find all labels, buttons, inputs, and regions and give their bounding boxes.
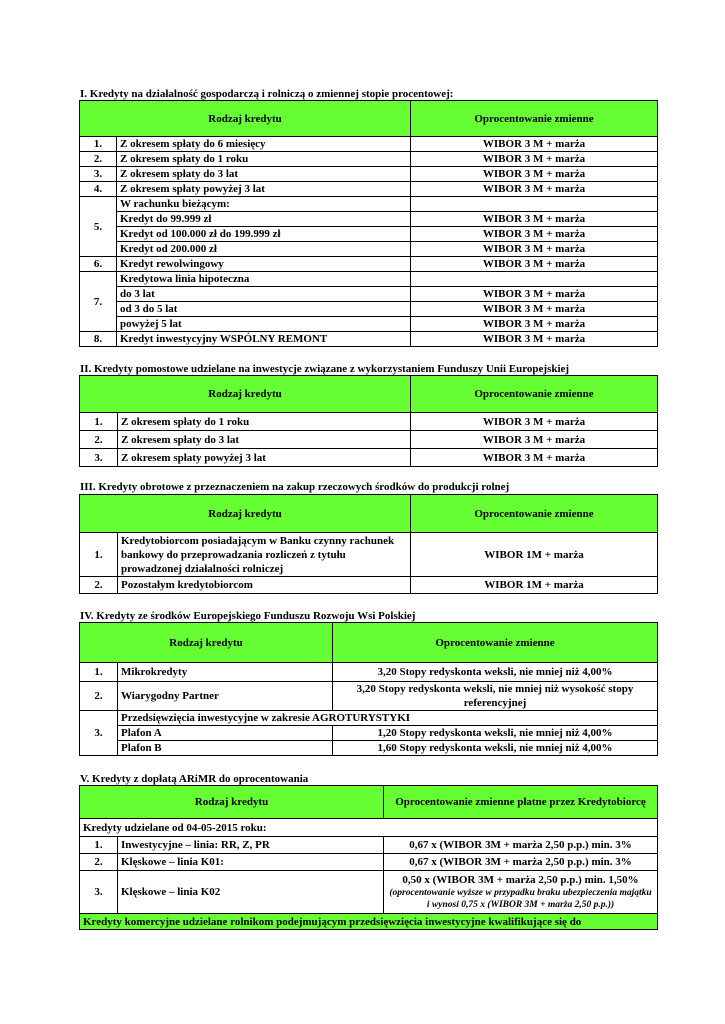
loan-type: Z okresem spłaty do 3 lat: [117, 167, 411, 182]
empty-cell: [411, 272, 658, 287]
section-4-title: IV. Kredyty ze środków Europejskiego Funduszu Rozwoju Wsi Polskiej: [80, 610, 416, 622]
loan-type: Z okresem spłaty do 3 lat: [118, 431, 411, 449]
interest-rate: WIBOR 3 M + marża: [411, 137, 658, 152]
table-row: [80, 257, 658, 272]
loan-type: Plafon A: [118, 726, 333, 741]
column-header-type: Rodzaj kredytu: [80, 495, 411, 533]
row-number: 5.: [80, 197, 117, 257]
row-number: 3.: [80, 711, 118, 756]
column-header-rate: Oprocentowanie zmienne: [411, 495, 658, 533]
section-5-table: [79, 785, 658, 930]
row-number: 3.: [80, 871, 118, 914]
row-number: 3.: [80, 449, 118, 467]
table-row: [80, 227, 658, 242]
section-2-table: [79, 375, 658, 467]
loan-type: Kredyt rewolwingowy: [117, 257, 411, 272]
table-subheader-row: [80, 819, 658, 837]
loan-type: Wiarygodny Partner: [118, 682, 333, 711]
row-number: 4.: [80, 182, 117, 197]
interest-rate: WIBOR 3 M + marża: [411, 167, 658, 182]
loan-type: Mikrokredyty: [118, 663, 333, 682]
table-row: [80, 413, 658, 431]
subheader-label: Kredyty udzielane od 04-05-2015 roku:: [80, 819, 658, 837]
loan-type: Inwestycyjne – linia: RR, Z, PR: [118, 837, 384, 854]
interest-rate: 3,20 Stopy redyskonta weksli, nie mniej niż 4,00%: [333, 663, 658, 682]
loan-type: Pozostałym kredytobiorcom: [118, 577, 411, 594]
empty-cell: [411, 197, 658, 212]
table-row: [80, 449, 658, 467]
row-number: 6.: [80, 257, 117, 272]
section-5-title: V. Kredyty z dopłatą ARiMR do oprocentowania: [80, 773, 309, 785]
interest-rate: WIBOR 3 M + marża: [411, 242, 658, 257]
column-header-type: Rodzaj kredytu: [80, 786, 384, 819]
table-row: [80, 182, 658, 197]
table-row: [80, 871, 658, 914]
table-row: [80, 242, 658, 257]
footer-note: Kredyty komercyjne udzielane rolnikom podejmującym przedsięwzięcia inwestycyjne kwalifikujące się do: [80, 914, 658, 930]
row-number: 1.: [80, 413, 118, 431]
interest-rate: WIBOR 3 M + marża: [411, 332, 658, 347]
loan-type: Kredytobiorcom posiadającym w Banku czynny rachunek bankowy do przeprowadzania rozliczeń z tytułu prowadzonej działalności rolniczej: [118, 533, 411, 577]
table-row: [80, 682, 658, 711]
column-header-type: Rodzaj kredytu: [80, 623, 333, 663]
table-row: [80, 152, 658, 167]
interest-rate: WIBOR 1M + marża: [411, 577, 658, 594]
row-number: 2.: [80, 682, 118, 711]
loan-type: Kredyt do 99.999 zł: [117, 212, 411, 227]
column-header-rate: Oprocentowanie zmienne: [333, 623, 658, 663]
interest-rate: WIBOR 3 M + marża: [411, 449, 658, 467]
interest-rate: WIBOR 3 M + marża: [411, 212, 658, 227]
table-row: [80, 272, 658, 287]
column-header-rate: Oprocentowanie zmienne: [411, 376, 658, 413]
section-3-table: [79, 494, 658, 594]
section-3-title: III. Kredyty obrotowe z przeznaczeniem na zakup rzeczowych środków do produkcji rolnej: [80, 481, 510, 493]
interest-rate: WIBOR 3 M + marża: [411, 287, 658, 302]
loan-type: Kredyt od 100.000 zł do 199.999 zł: [117, 227, 411, 242]
row-number: 2.: [80, 431, 118, 449]
row-number: 1.: [80, 533, 118, 577]
loan-type: Kredyt od 200.000 zł: [117, 242, 411, 257]
table-row: [80, 287, 658, 302]
section-4-table: [79, 622, 658, 756]
table-row: [80, 577, 658, 594]
interest-rate: WIBOR 3 M + marża: [411, 152, 658, 167]
table-row: [80, 137, 658, 152]
loan-type: Kredyt inwestycyjny WSPÓLNY REMONT: [117, 332, 411, 347]
interest-rate: 0,67 x (WIBOR 3M + marża 2,50 p.p.) min. 3%: [384, 837, 658, 854]
loan-type: Z okresem spłaty do 1 roku: [117, 152, 411, 167]
column-header-rate: Oprocentowanie zmienne płatne przez Kredytobiorcę: [384, 786, 658, 819]
loan-type: Klęskowe – linia K01:: [118, 854, 384, 871]
row-number: 2.: [80, 854, 118, 871]
loan-type: Z okresem spłaty do 6 miesięcy: [117, 137, 411, 152]
table-row: [80, 302, 658, 317]
interest-rate: WIBOR 3 M + marża: [411, 413, 658, 431]
table-row: [80, 212, 658, 227]
column-header-rate: Oprocentowanie zmienne: [411, 101, 658, 137]
interest-rate: WIBOR 1M + marża: [411, 533, 658, 577]
section-2-title: II. Kredyty pomostowe udzielane na inwestycje związane z wykorzystaniem Funduszy Unii Europejskiej: [80, 363, 570, 375]
table-row: [80, 317, 658, 332]
loan-group-label: Przedsięwzięcia inwestycyjne w zakresie AGROTURYSTYKI: [118, 711, 658, 726]
table-footer-row: [80, 914, 658, 930]
interest-rate: WIBOR 3 M + marża: [411, 302, 658, 317]
row-number: 3.: [80, 167, 117, 182]
interest-rate: 0,67 x (WIBOR 3M + marża 2,50 p.p.) min. 3%: [384, 854, 658, 871]
loan-type: Z okresem spłaty do 1 roku: [118, 413, 411, 431]
section-1-title: I. Kredyty na działalność gospodarczą i rolniczą o zmiennej stopie procentowej:: [80, 88, 454, 100]
interest-rate: 3,20 Stopy redyskonta weksli, nie mniej niż wysokość stopy referencyjnej: [333, 682, 658, 711]
row-number: 7.: [80, 272, 117, 332]
loan-group-label: Kredytowa linia hipoteczna: [117, 272, 411, 287]
row-number: 1.: [80, 837, 118, 854]
column-header-type: Rodzaj kredytu: [80, 101, 411, 137]
interest-rate: WIBOR 3 M + marża: [411, 257, 658, 272]
row-number: 1.: [80, 663, 118, 682]
row-number: 2.: [80, 152, 117, 167]
row-number: 2.: [80, 577, 118, 594]
table-row: [80, 711, 658, 726]
interest-rate: 1,20 Stopy redyskonta weksli, nie mniej niż 4,00%: [333, 726, 658, 741]
interest-rate: 1,60 Stopy redyskonta weksli, nie mniej niż 4,00%: [333, 741, 658, 756]
loan-type: Z okresem spłaty powyżej 3 lat: [117, 182, 411, 197]
interest-rate: WIBOR 3 M + marża: [411, 317, 658, 332]
interest-rate: WIBOR 3 M + marża: [411, 431, 658, 449]
loan-type: od 3 do 5 lat: [117, 302, 411, 317]
loan-type: Klęskowe – linia K02: [118, 871, 384, 914]
table-row: [80, 854, 658, 871]
loan-type: do 3 lat: [117, 287, 411, 302]
table-row: [80, 837, 658, 854]
table-row: [80, 167, 658, 182]
table-row: [80, 663, 658, 682]
interest-rate-cell: [384, 871, 658, 914]
loan-type: Plafon B: [118, 741, 333, 756]
table-row: [80, 726, 658, 741]
interest-rate-note: (oprocentowanie wyższe w przypadku braku ubezpieczenia majątku i wynosi 0,75 x (WIBOR 3M + marża 2,50 p.p.)): [389, 888, 652, 910]
table-row: [80, 741, 658, 756]
loan-type: powyżej 5 lat: [117, 317, 411, 332]
interest-rate: WIBOR 3 M + marża: [411, 227, 658, 242]
row-number: 8.: [80, 332, 117, 347]
row-number: 1.: [80, 137, 117, 152]
interest-rate: 0,50 x (WIBOR 3M + marża 2,50 p.p.) min. 1,50%: [402, 874, 639, 886]
interest-rate: WIBOR 3 M + marża: [411, 182, 658, 197]
table-row: [80, 533, 658, 577]
section-1-table: [79, 100, 658, 347]
loan-type: Z okresem spłaty powyżej 3 lat: [118, 449, 411, 467]
loan-group-label: W rachunku bieżącym:: [117, 197, 411, 212]
table-row: [80, 332, 658, 347]
table-row: [80, 197, 658, 212]
column-header-type: Rodzaj kredytu: [80, 376, 411, 413]
table-row: [80, 431, 658, 449]
